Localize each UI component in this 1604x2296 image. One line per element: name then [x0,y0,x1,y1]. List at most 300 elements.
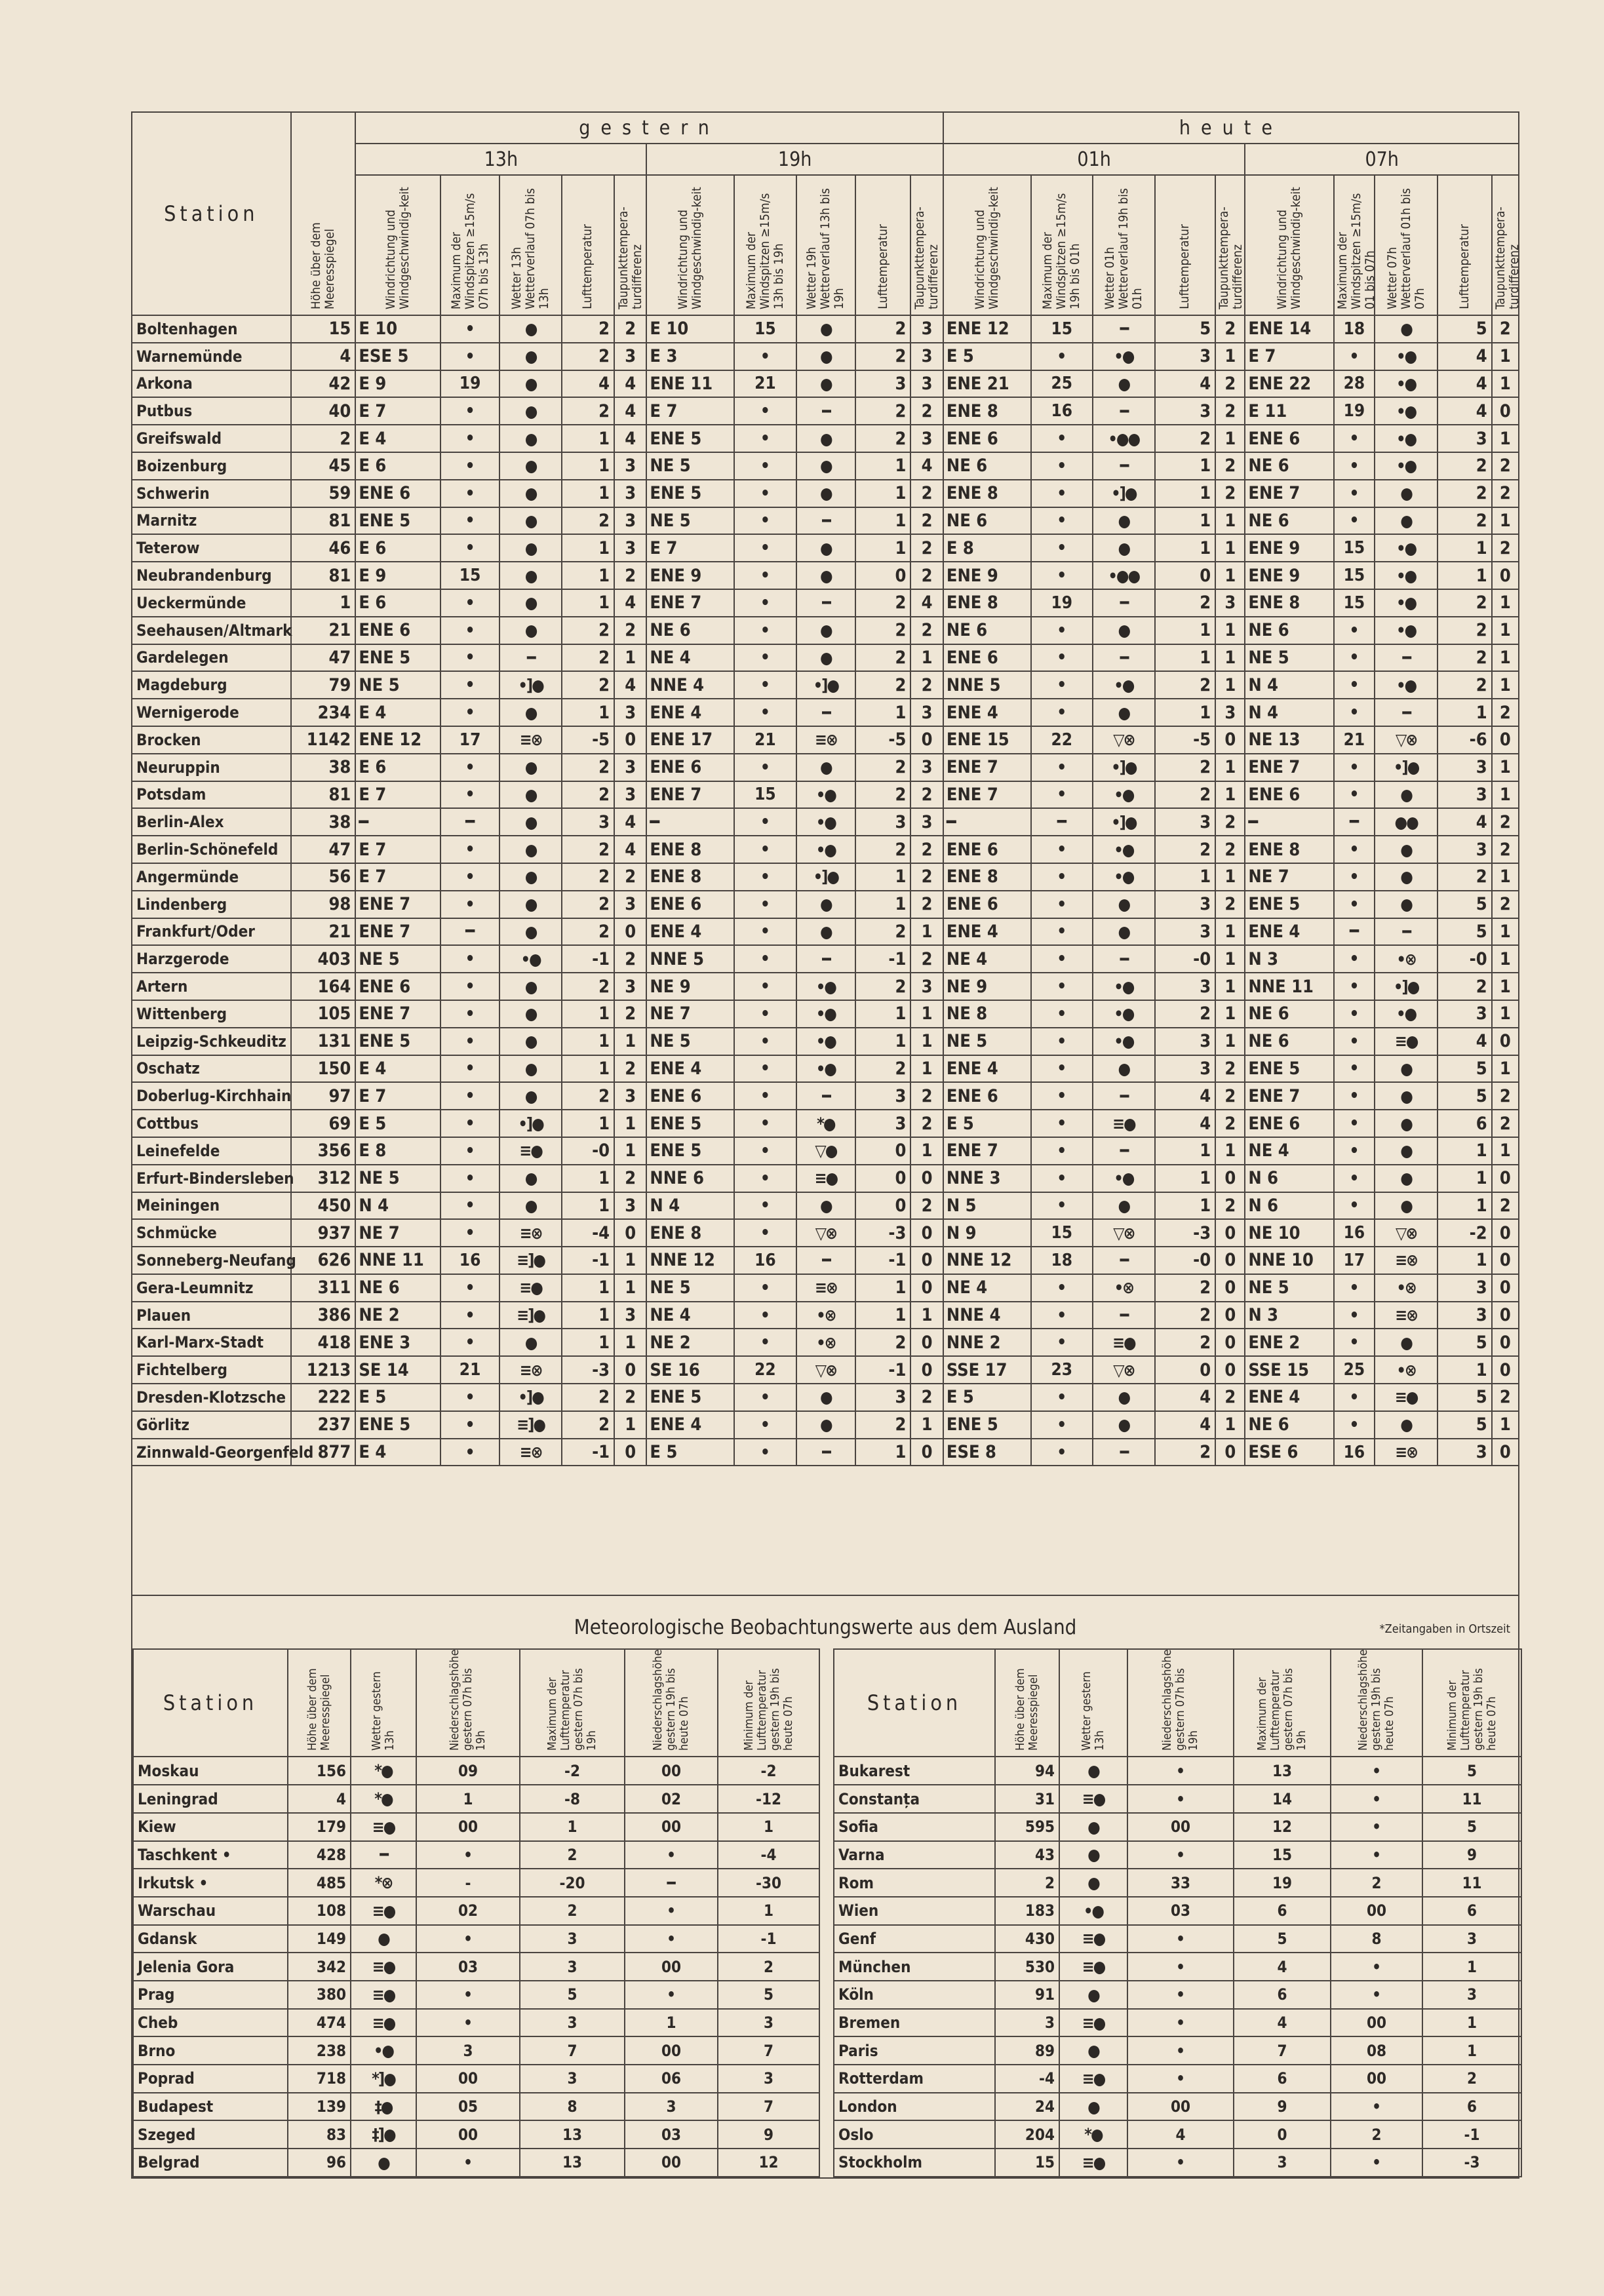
wind: NE 9 [646,973,734,1000]
dewpoint-diff: 2 [1492,1192,1519,1220]
table-row [132,452,1519,480]
dewpoint-diff: 2 [1215,1110,1245,1137]
wind-max: • [1334,1110,1375,1137]
dewpoint-diff: 0 [1492,1247,1519,1274]
abroad-gap-cell [819,1925,834,1953]
temp-min: 5 [1422,1813,1521,1841]
temperature: 1 [1155,699,1216,726]
weather: ● [1375,1192,1438,1220]
wind-max: • [1334,1137,1375,1165]
wind: E 7 [355,781,440,809]
table-row [132,781,1519,809]
station-name: Cheb [133,2009,288,2037]
temperature: 2 [1155,754,1216,781]
station-name: Angermünde [132,863,291,891]
wind-max: • [734,836,796,863]
weather: ● [1375,1137,1438,1165]
dewpoint-diff: 1 [1215,534,1245,562]
temperature: 2 [1155,1329,1216,1356]
wind-max: • [440,617,499,644]
wind: NE 4 [943,1274,1031,1302]
abroad-gap-cell [819,1813,834,1841]
weather: ● [1375,1165,1438,1192]
temperature: 1 [562,1192,614,1220]
wind-max: • [734,1110,796,1137]
wind-13h-header: Windrichtung und Windgeschwindig-keit [355,175,440,315]
wind-max: • [734,480,796,507]
weather: ● [796,480,855,507]
station-name: Sofia [834,1813,995,1841]
dewpoint-diff: 2 [910,1110,943,1137]
precip-night: 00 [625,1757,718,1785]
station-height: 183 [995,1897,1059,1925]
table-row [132,343,1519,370]
dewpoint-diff: 2 [1492,1384,1519,1411]
abroad-gap-cell [819,2149,834,2177]
temperature: -5 [1155,726,1216,754]
wind: ENE 4 [943,699,1031,726]
yesterday-header: gestern [355,112,943,144]
weather: •● [1375,617,1438,644]
wind-01h-header: Windrichtung und Windgeschwindig-keit [943,175,1031,315]
weather: ━ [1375,918,1438,946]
temperature: 3 [1155,1055,1216,1083]
abroad-gap-cell [819,2009,834,2037]
wind: ENE 11 [646,370,734,398]
wind-max: • [440,863,499,891]
dewpoint-diff: 2 [1215,315,1245,343]
station-name: Rom [834,1869,995,1897]
temperature: 3 [1438,836,1491,863]
weather: ≡● [1059,2149,1127,2177]
height-header: Höhe über dem Meeresspiegel [291,112,356,315]
station-name: Wittenberg [132,1000,291,1028]
temperature: 2 [1155,1439,1216,1466]
temperature: 5 [1438,1329,1491,1356]
dewpoint-diff: 1 [1492,863,1519,891]
dewpoint-diff: 3 [910,425,943,452]
wind-max: • [734,534,796,562]
dewpoint-diff: 0 [1215,1247,1245,1274]
wind-max: ━ [440,918,499,946]
precip-day: 05 [416,2093,520,2121]
dewpoint-diff: 1 [614,1329,646,1356]
temperature: 1 [855,891,910,918]
wind-max: 25 [1334,1356,1375,1384]
wind-max: 15 [1031,1219,1093,1247]
temperature: 3 [1438,1439,1491,1466]
weather: ≡● [351,1897,416,1925]
dewpoint-diff: 3 [614,754,646,781]
wind-max: • [440,1000,499,1028]
wind-max: 18 [1031,1247,1093,1274]
weather: •]● [499,1110,562,1137]
temperature: 0 [1155,1356,1216,1384]
dewpoint-diff: 0 [1215,1329,1245,1356]
wind-max: 22 [1031,726,1093,754]
precip-day: • [1127,1953,1234,1981]
precip-day: • [1127,1841,1234,1869]
wind: ENE 6 [646,891,734,918]
temp-min: 1 [718,1897,819,1925]
precip-day: • [416,1925,520,1953]
wind: NE 5 [355,671,440,699]
temp-max: 6 [1234,1897,1331,1925]
temperature: 1 [855,1274,910,1302]
wind-max: • [734,617,796,644]
dewpoint-diff: 1 [1215,562,1245,589]
dewpoint-diff: 1 [1215,1028,1245,1055]
dewpoint-diff: 2 [1215,1192,1245,1220]
weather: *● [1059,2120,1127,2149]
dewpoint-diff: 0 [1215,1302,1245,1329]
weather: •● [1375,397,1438,425]
table-row [133,2120,1521,2149]
abroad-height-header-right: Höhe über dem Meeresspiegel [995,1649,1059,1757]
weather: ● [796,754,855,781]
wind: E 5 [943,1110,1031,1137]
precip-day: • [416,2149,520,2177]
dewpoint-diff: 2 [1215,891,1245,918]
station-height: 131 [291,1028,356,1055]
temperature: -1 [855,1356,910,1384]
station-height: 81 [291,562,356,589]
station-name: Belgrad [133,2149,288,2177]
wind-max: 16 [1334,1219,1375,1247]
dewpoint-diff: 2 [1492,836,1519,863]
wind: ENE 7 [943,781,1031,809]
wind-max: • [1031,1137,1093,1165]
wind-max: • [440,507,499,535]
weather: ≡● [1375,1028,1438,1055]
wind-max: 15 [1334,534,1375,562]
precip-day: • [1127,2065,1234,2093]
temperature: 0 [1155,562,1216,589]
dewpoint-diff: 1 [1215,781,1245,809]
wind: ENE 9 [943,562,1031,589]
wind: ENE 9 [646,562,734,589]
precip-day: • [1127,2149,1234,2177]
wind: NE 10 [1245,1219,1334,1247]
wind: E 10 [646,315,734,343]
abroad-max-header-left: Maximum der Lufttemperatur gestern 07h bis 19h [520,1649,625,1757]
station-name: Magdeburg [132,671,291,699]
weather: ● [796,315,855,343]
weather: ━ [796,699,855,726]
wind-max: • [1031,918,1093,946]
blank-separator [131,1466,1519,1596]
wind: N 6 [1245,1165,1334,1192]
wind: ENE 8 [646,863,734,891]
station-name: Brocken [132,726,291,754]
table-row [132,1384,1519,1411]
wind: N 3 [1245,1302,1334,1329]
precip-night: 02 [625,1785,718,1813]
wind-max: • [1031,562,1093,589]
weather: ● [499,1165,562,1192]
station-height: 31 [995,1785,1059,1813]
wind-max: • [440,1082,499,1110]
temp-max: -2 [520,1757,625,1785]
temperature: 1 [1155,863,1216,891]
time-07h-header: 07h [1245,144,1519,175]
dewpoint-diff: 3 [1215,589,1245,617]
wind-max: • [1031,452,1093,480]
time-01h-header: 01h [943,144,1245,175]
temp-min: 6 [1422,1897,1521,1925]
station-height: 59 [291,480,356,507]
table-row [133,2065,1521,2093]
abroad-precip2-header-left: Niederschlagshöhe gestern 19h bis heute 07h [625,1649,718,1757]
weather: ━ [796,1082,855,1110]
dewpoint-diff: 1 [1492,507,1519,535]
temp-max: 6 [1234,1981,1331,2009]
weather: •● [1375,534,1438,562]
temp-max: 13 [520,2149,625,2177]
precip-day: • [1127,1981,1234,2009]
weather: *● [796,1110,855,1137]
dewpoint-diff: 1 [1492,644,1519,672]
temperature: 5 [1438,918,1491,946]
dewpoint-diff: 3 [614,781,646,809]
wind: ENE 5 [943,1411,1031,1439]
precip-night: 03 [625,2120,718,2149]
dewpoint-diff: 2 [910,507,943,535]
abroad-weather-header-right: Wetter gestern 13h [1059,1649,1127,1757]
weather: ● [1093,507,1155,535]
wind: E 9 [355,562,440,589]
wind-max: • [1334,1302,1375,1329]
dewpoint-diff: 1 [614,1137,646,1165]
wind: ENE 7 [943,1137,1031,1165]
weather: ━ [796,1247,855,1274]
inland-table-body [132,315,1519,1466]
temperature: 4 [1155,1082,1216,1110]
temperature: 4 [1438,397,1491,425]
abroad-gap-cell [819,1785,834,1813]
station-height: 81 [291,781,356,809]
temp-min: 2 [718,1953,819,1981]
weather: •● [796,781,855,809]
station-height: 4 [291,343,356,370]
dewpoint-diff: 2 [614,1165,646,1192]
precip-night: • [1331,1981,1422,2009]
dewpoint-diff: 0 [910,1247,943,1274]
weather: ● [1375,863,1438,891]
precip-day: • [416,1841,520,1869]
dewpoint-diff: 0 [1215,1439,1245,1466]
abroad-min-header-right: Minimum der Lufttemperatur gestern 19h bis heute 07h [1422,1649,1521,1757]
abroad-gap [819,1649,834,1757]
dewpoint-diff: 1 [1215,343,1245,370]
table-row [132,1028,1519,1055]
wind-max: • [440,1329,499,1356]
temperature: 1 [1155,534,1216,562]
station-name: Köln [834,1981,995,2009]
abroad-gap-cell [819,1953,834,1981]
dewpoint-diff: 0 [614,918,646,946]
temp-min: -1 [718,1925,819,1953]
station-name: Potsdam [132,781,291,809]
temperature: -0 [1155,1247,1216,1274]
temperature: 2 [562,671,614,699]
dewpoint-diff: 2 [614,617,646,644]
precip-day: 09 [416,1757,520,1785]
wind-max: • [1031,644,1093,672]
temp-max: 7 [520,2036,625,2065]
dewpoint-diff: 1 [1492,973,1519,1000]
wind: ENE 12 [355,726,440,754]
temp-max: 15 [1234,1841,1331,1869]
weather: ▽● [796,1137,855,1165]
temperature: -3 [1155,1219,1216,1247]
station-height: 96 [288,2149,351,2177]
precip-day: 00 [416,2065,520,2093]
weather: ● [499,562,562,589]
dewpoint-diff: 1 [1215,617,1245,644]
weather: •● [796,973,855,1000]
wind: NE 6 [646,617,734,644]
wind-max: • [734,644,796,672]
wind-max: • [1031,671,1093,699]
wind-max: • [440,699,499,726]
weather: ━ [796,397,855,425]
station-height: 937 [291,1219,356,1247]
abroad-gap-cell [819,1841,834,1869]
weather-01h-header: Wetter 01h Wetterverlauf 19h bis 01h [1093,175,1155,315]
station-name: Doberlug-Kirchhain [132,1082,291,1110]
wind-max: • [734,699,796,726]
temp-13h-header: Lufttemperatur [562,175,614,315]
station-height: 46 [291,534,356,562]
wind-max: 15 [1334,562,1375,589]
precip-night: 1 [625,2009,718,2037]
station-name: Bukarest [834,1757,995,1785]
dewpoint-diff: 1 [1215,918,1245,946]
temperature: 1 [562,1329,614,1356]
temp-01h-header: Lufttemperatur [1155,175,1216,315]
station-height: 139 [288,2093,351,2121]
dewpoint-diff: 3 [614,891,646,918]
temperature: 1 [855,863,910,891]
wind: E 6 [355,589,440,617]
station-height: 38 [291,754,356,781]
weather: ● [1375,891,1438,918]
station-height: 626 [291,1247,356,1274]
wind: NNE 12 [646,1247,734,1274]
station-height: 450 [291,1192,356,1220]
temperature: 2 [1438,617,1491,644]
wind: E 7 [646,397,734,425]
weather: ≡]● [499,1302,562,1329]
wind-max: • [1031,1302,1093,1329]
abroad-station-header-left: Station [133,1649,288,1757]
temperature: -0 [1155,945,1216,973]
weather: ● [1059,1981,1127,2009]
wind: ENE 6 [1245,425,1334,452]
temperature: 3 [855,1082,910,1110]
wind: ENE 4 [646,1055,734,1083]
precip-night: • [1331,1785,1422,1813]
temp-min: 1 [1422,1953,1521,1981]
weather: ━ [1093,397,1155,425]
wind-max: • [440,1055,499,1083]
wind: ENE 5 [355,507,440,535]
weather: ━ [499,644,562,672]
weather: ● [499,918,562,946]
wind-max: • [1031,836,1093,863]
dewpoint-diff: 0 [614,1219,646,1247]
precip-night: 00 [625,2149,718,2177]
table-row [133,1953,1521,1981]
temperature: 2 [855,644,910,672]
abroad-gap-cell [819,2036,834,2065]
dewpoint-diff: 3 [614,452,646,480]
station-height: 43 [995,1841,1059,1869]
station-height: 1213 [291,1356,356,1384]
temperature: 2 [855,973,910,1000]
wind-max: • [1334,1055,1375,1083]
wind-max: • [734,973,796,1000]
dewpoint-diff: 1 [1215,754,1245,781]
station-name: Varna [834,1841,995,1869]
temperature: -1 [562,1247,614,1274]
table-row [133,2149,1521,2177]
dewpoint-diff: 2 [1215,397,1245,425]
station-name: Neuruppin [132,754,291,781]
temperature: 3 [1155,397,1216,425]
table-row [133,1841,1521,1869]
temp-max: 13 [520,2120,625,2149]
weather: ● [1059,1813,1127,1841]
weather: ● [499,808,562,836]
wind: NE 5 [646,1274,734,1302]
wind: ENE 7 [355,1000,440,1028]
temp-min: -30 [718,1869,819,1897]
dewpoint-diff: 1 [614,1110,646,1137]
weather: ▽⊗ [1093,1356,1155,1384]
wind-max: • [440,1028,499,1055]
wind: ENE 4 [1245,918,1334,946]
temperature: 1 [855,1439,910,1466]
table-row [132,754,1519,781]
wind: NNE 4 [646,671,734,699]
temp-max: 5 [520,1981,625,2009]
station-height: 83 [288,2120,351,2149]
precip-night: ━ [625,1869,718,1897]
temp-max: 2 [520,1841,625,1869]
weather: ≡● [1375,1384,1438,1411]
inland-observation-table [131,111,1519,1466]
weather: ● [499,1082,562,1110]
weather: ━ [1093,315,1155,343]
precip-day: • [1127,1757,1234,1785]
temperature: 1 [1438,1137,1491,1165]
wind-max: 16 [1334,1439,1375,1466]
table-row [132,1000,1519,1028]
weather: ▽⊗ [796,1356,855,1384]
temperature: 3 [1438,425,1491,452]
wind: ENE 9 [1245,562,1334,589]
wind: E 5 [943,1384,1031,1411]
station-name: Warschau [133,1897,288,1925]
temperature: 1 [562,589,614,617]
temperature: 4 [1438,808,1491,836]
weather: ● [1093,1192,1155,1220]
station-height: 238 [288,2036,351,2065]
temp-min: 2 [1422,2065,1521,2093]
dewpoint-diff: 1 [910,1000,943,1028]
